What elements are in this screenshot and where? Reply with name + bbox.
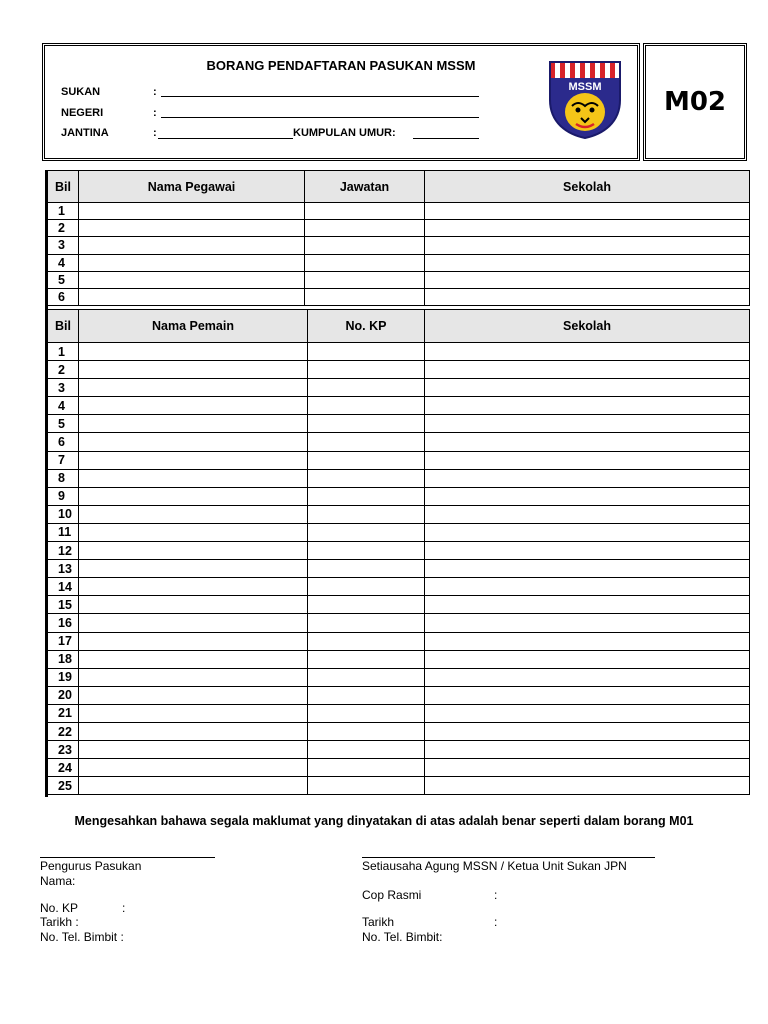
officials-row bbox=[48, 220, 750, 237]
officials-header-jawatan: Jawatan bbox=[305, 171, 425, 203]
players-row-number: 16 bbox=[48, 614, 79, 632]
players-cell[interactable] bbox=[425, 596, 750, 614]
players-row bbox=[48, 668, 750, 686]
players-row-number: 15 bbox=[48, 596, 79, 614]
officials-cell[interactable] bbox=[305, 254, 425, 271]
officials-header-bil: Bil bbox=[48, 171, 79, 203]
signature-tarikh-colon: : bbox=[494, 915, 498, 929]
players-cell[interactable] bbox=[79, 361, 308, 379]
players-row-number: 17 bbox=[48, 632, 79, 650]
players-cell[interactable] bbox=[79, 777, 308, 795]
players-cell[interactable] bbox=[308, 433, 425, 451]
officials-row-number: 4 bbox=[48, 254, 79, 271]
players-cell[interactable] bbox=[425, 433, 750, 451]
players-cell[interactable] bbox=[425, 704, 750, 722]
officials-cell[interactable] bbox=[79, 220, 305, 237]
field-line-sukan[interactable] bbox=[161, 96, 479, 97]
players-row bbox=[48, 650, 750, 668]
players-cell[interactable] bbox=[308, 686, 425, 704]
players-row bbox=[48, 451, 750, 469]
players-cell[interactable] bbox=[425, 650, 750, 668]
officials-table bbox=[47, 170, 750, 306]
players-cell[interactable] bbox=[425, 686, 750, 704]
officials-header-sekolah: Sekolah bbox=[425, 171, 750, 203]
signature-tel-left: No. Tel. Bimbit : bbox=[40, 930, 124, 944]
signature-tel-right: No. Tel. Bimbit: bbox=[362, 930, 443, 944]
signature-line-left[interactable] bbox=[40, 857, 215, 858]
players-row bbox=[48, 759, 750, 777]
form-code-box bbox=[643, 43, 747, 161]
officials-header-row bbox=[48, 171, 750, 203]
players-row bbox=[48, 415, 750, 433]
confirmation-statement: Mengesahkan bahawa segala maklumat yang dinyatakan di atas adalah benar seperti dalam borang M01 bbox=[74, 814, 694, 828]
players-cell[interactable] bbox=[79, 632, 308, 650]
players-row-number: 21 bbox=[48, 704, 79, 722]
players-cell[interactable] bbox=[308, 397, 425, 415]
players-row-number: 18 bbox=[48, 650, 79, 668]
players-cell[interactable] bbox=[79, 397, 308, 415]
players-cell[interactable] bbox=[79, 560, 308, 578]
signature-nokp-colon: : bbox=[122, 901, 126, 915]
players-row bbox=[48, 596, 750, 614]
players-row bbox=[48, 361, 750, 379]
signature-nokp-label: No. KP bbox=[40, 901, 79, 915]
players-cell[interactable] bbox=[425, 397, 750, 415]
players-row-number: 5 bbox=[48, 415, 79, 433]
players-cell[interactable] bbox=[308, 578, 425, 596]
officials-cell[interactable] bbox=[79, 254, 305, 271]
players-cell[interactable] bbox=[308, 542, 425, 560]
players-row-number: 14 bbox=[48, 578, 79, 596]
field-line-jantina[interactable] bbox=[158, 138, 293, 139]
players-row bbox=[48, 686, 750, 704]
players-row-number: 7 bbox=[48, 451, 79, 469]
players-row-number: 23 bbox=[48, 741, 79, 759]
players-row-number: 1 bbox=[48, 343, 79, 361]
officials-cell[interactable] bbox=[305, 271, 425, 288]
players-cell[interactable] bbox=[308, 722, 425, 740]
players-table bbox=[47, 309, 750, 795]
field-label-sukan: SUKAN bbox=[61, 86, 101, 98]
players-cell[interactable] bbox=[79, 704, 308, 722]
players-row bbox=[48, 397, 750, 415]
players-cell[interactable] bbox=[308, 361, 425, 379]
players-cell[interactable] bbox=[79, 668, 308, 686]
officials-row bbox=[48, 271, 750, 288]
players-cell[interactable] bbox=[425, 415, 750, 433]
officials-cell[interactable] bbox=[425, 271, 750, 288]
players-cell[interactable] bbox=[79, 433, 308, 451]
players-header-row bbox=[48, 310, 750, 343]
field-colon-jantina: : bbox=[153, 127, 157, 139]
field-label-negeri: NEGERI bbox=[61, 107, 104, 119]
field-label-jantina: JANTINA bbox=[61, 127, 109, 139]
players-cell[interactable] bbox=[425, 632, 750, 650]
officials-cell[interactable] bbox=[425, 237, 750, 254]
officials-row-number: 2 bbox=[48, 220, 79, 237]
signature-title-right: Setiausaha Agung MSSN / Ketua Unit Sukan JPN bbox=[362, 859, 627, 873]
players-row bbox=[48, 704, 750, 722]
players-row-number: 19 bbox=[48, 668, 79, 686]
officials-row-number: 1 bbox=[48, 203, 79, 220]
players-cell[interactable] bbox=[308, 596, 425, 614]
field-line-negeri[interactable] bbox=[161, 117, 479, 118]
players-row-number: 13 bbox=[48, 560, 79, 578]
players-header-nokp: No. KP bbox=[308, 310, 425, 343]
players-header-bil: Bil bbox=[48, 310, 79, 343]
players-cell[interactable] bbox=[308, 668, 425, 686]
players-row-number: 9 bbox=[48, 487, 79, 505]
officials-row bbox=[48, 254, 750, 271]
logo-text: MSSM bbox=[568, 81, 602, 93]
players-cell[interactable] bbox=[79, 759, 308, 777]
players-cell[interactable] bbox=[425, 578, 750, 596]
officials-cell[interactable] bbox=[425, 288, 750, 305]
players-row bbox=[48, 343, 750, 361]
players-row bbox=[48, 487, 750, 505]
players-cell[interactable] bbox=[425, 343, 750, 361]
players-cell[interactable] bbox=[79, 596, 308, 614]
form-title: BORANG PENDAFTARAN PASUKAN MSSM bbox=[206, 58, 476, 73]
officials-cell[interactable] bbox=[425, 203, 750, 220]
players-cell[interactable] bbox=[79, 650, 308, 668]
signature-title-left: Pengurus Pasukan bbox=[40, 859, 142, 873]
players-cell[interactable] bbox=[308, 759, 425, 777]
players-row bbox=[48, 632, 750, 650]
signature-tarikh-right: Tarikh bbox=[362, 915, 395, 929]
players-cell[interactable] bbox=[425, 451, 750, 469]
officials-header-nama: Nama Pegawai bbox=[79, 171, 305, 203]
players-row-number: 10 bbox=[48, 505, 79, 523]
officials-row-number: 6 bbox=[48, 288, 79, 305]
players-cell[interactable] bbox=[425, 560, 750, 578]
players-row-number: 2 bbox=[48, 361, 79, 379]
players-cell[interactable] bbox=[308, 343, 425, 361]
field-colon-sukan: : bbox=[153, 86, 157, 98]
players-cell[interactable] bbox=[79, 542, 308, 560]
players-cell[interactable] bbox=[79, 415, 308, 433]
players-cell[interactable] bbox=[79, 722, 308, 740]
officials-cell[interactable] bbox=[79, 237, 305, 254]
players-cell[interactable] bbox=[308, 523, 425, 541]
players-cell[interactable] bbox=[425, 469, 750, 487]
players-cell[interactable] bbox=[308, 469, 425, 487]
players-cell[interactable] bbox=[308, 741, 425, 759]
players-cell[interactable] bbox=[425, 487, 750, 505]
officials-row-number: 3 bbox=[48, 237, 79, 254]
players-row-number: 6 bbox=[48, 433, 79, 451]
players-cell[interactable] bbox=[425, 777, 750, 795]
players-row-number: 20 bbox=[48, 686, 79, 704]
players-row bbox=[48, 523, 750, 541]
players-cell[interactable] bbox=[79, 469, 308, 487]
players-cell[interactable] bbox=[425, 523, 750, 541]
players-cell[interactable] bbox=[308, 505, 425, 523]
officials-cell[interactable] bbox=[79, 271, 305, 288]
players-cell[interactable] bbox=[425, 542, 750, 560]
players-cell[interactable] bbox=[425, 614, 750, 632]
players-cell[interactable] bbox=[79, 487, 308, 505]
players-cell[interactable] bbox=[425, 361, 750, 379]
players-row bbox=[48, 741, 750, 759]
officials-cell[interactable] bbox=[305, 220, 425, 237]
players-row bbox=[48, 379, 750, 397]
players-header-nama: Nama Pemain bbox=[79, 310, 308, 343]
players-row-number: 22 bbox=[48, 722, 79, 740]
field-line-kumpulan-umur[interactable] bbox=[413, 138, 479, 139]
players-cell[interactable] bbox=[79, 451, 308, 469]
officials-row bbox=[48, 237, 750, 254]
players-row bbox=[48, 505, 750, 523]
signature-tarikh-left: Tarikh : bbox=[40, 915, 79, 929]
players-cell[interactable] bbox=[79, 523, 308, 541]
players-cell[interactable] bbox=[425, 379, 750, 397]
officials-cell[interactable] bbox=[305, 288, 425, 305]
officials-row bbox=[48, 203, 750, 220]
officials-cell[interactable] bbox=[425, 220, 750, 237]
players-row bbox=[48, 578, 750, 596]
players-row-number: 12 bbox=[48, 542, 79, 560]
players-cell[interactable] bbox=[308, 704, 425, 722]
field-colon-negeri: : bbox=[153, 107, 157, 119]
players-row-number: 11 bbox=[48, 523, 79, 541]
signature-line-right[interactable] bbox=[362, 857, 655, 858]
players-cell[interactable] bbox=[308, 487, 425, 505]
officials-cell[interactable] bbox=[79, 288, 305, 305]
players-row bbox=[48, 614, 750, 632]
players-cell[interactable] bbox=[79, 379, 308, 397]
players-row bbox=[48, 542, 750, 560]
players-header-sekolah: Sekolah bbox=[425, 310, 750, 343]
officials-row bbox=[48, 288, 750, 305]
players-cell[interactable] bbox=[308, 632, 425, 650]
players-cell[interactable] bbox=[308, 777, 425, 795]
players-row-number: 3 bbox=[48, 379, 79, 397]
signature-cop-label: Cop Rasmi bbox=[362, 888, 422, 902]
players-cell[interactable] bbox=[308, 614, 425, 632]
players-cell[interactable] bbox=[79, 578, 308, 596]
signature-nama-label: Nama: bbox=[40, 874, 76, 888]
players-row bbox=[48, 433, 750, 451]
players-cell[interactable] bbox=[308, 415, 425, 433]
officials-cell[interactable] bbox=[425, 254, 750, 271]
players-cell[interactable] bbox=[308, 560, 425, 578]
players-row bbox=[48, 722, 750, 740]
officials-row-number: 5 bbox=[48, 271, 79, 288]
players-row-number: 24 bbox=[48, 759, 79, 777]
field-label-kumpulan-umur: KUMPULAN UMUR: bbox=[293, 127, 396, 139]
players-row-number: 4 bbox=[48, 397, 79, 415]
players-row bbox=[48, 469, 750, 487]
players-cell[interactable] bbox=[308, 650, 425, 668]
players-cell[interactable] bbox=[308, 451, 425, 469]
signature-cop-colon: : bbox=[494, 888, 498, 902]
players-cell[interactable] bbox=[425, 668, 750, 686]
players-cell[interactable] bbox=[79, 741, 308, 759]
officials-cell[interactable] bbox=[305, 203, 425, 220]
players-row-number: 8 bbox=[48, 469, 79, 487]
players-cell[interactable] bbox=[79, 614, 308, 632]
players-row bbox=[48, 560, 750, 578]
players-cell[interactable] bbox=[425, 722, 750, 740]
officials-cell[interactable] bbox=[305, 237, 425, 254]
form-code: M02 bbox=[663, 87, 727, 117]
officials-cell[interactable] bbox=[79, 203, 305, 220]
players-cell[interactable] bbox=[425, 505, 750, 523]
players-cell[interactable] bbox=[425, 759, 750, 777]
players-cell[interactable] bbox=[79, 686, 308, 704]
players-cell[interactable] bbox=[308, 379, 425, 397]
mssm-logo bbox=[548, 60, 622, 140]
players-cell[interactable] bbox=[79, 505, 308, 523]
players-row-number: 25 bbox=[48, 777, 79, 795]
players-cell[interactable] bbox=[425, 741, 750, 759]
players-cell[interactable] bbox=[79, 343, 308, 361]
players-row bbox=[48, 777, 750, 795]
